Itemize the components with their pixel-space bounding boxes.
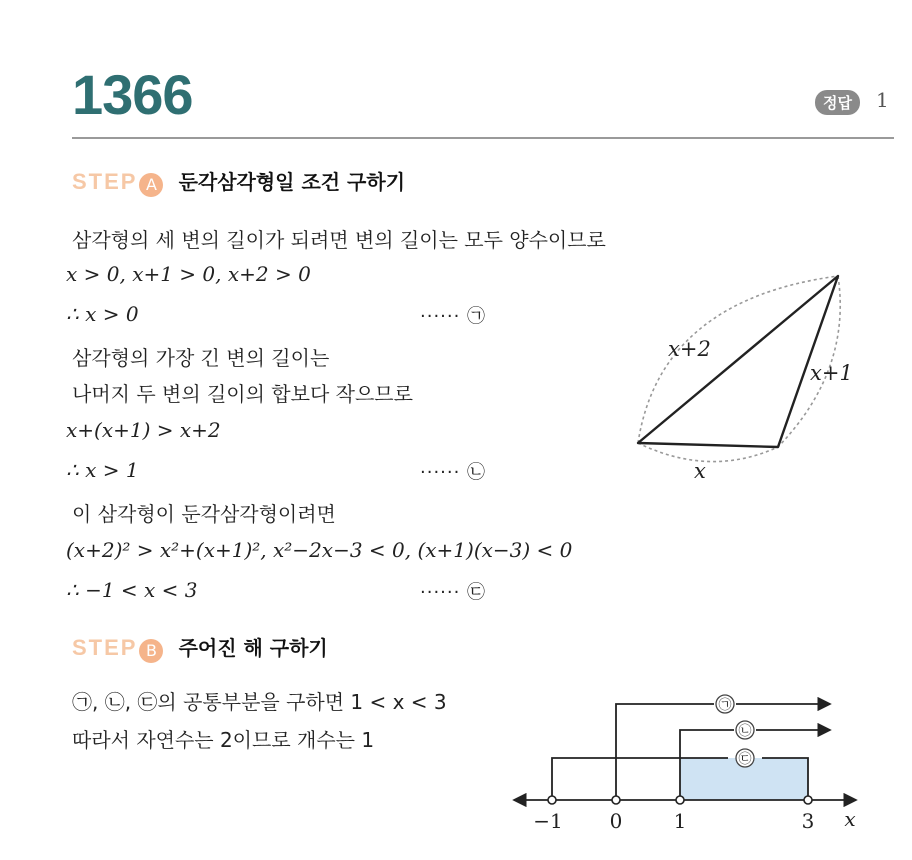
step-a-line-10: ∴ −1 < x < 3 <box>66 578 198 602</box>
label-base: x <box>694 459 706 483</box>
step-b-header <box>72 632 328 663</box>
ray-b-label: ㉡ <box>738 724 752 739</box>
point-0 <box>612 796 620 804</box>
step-b-line-1: ㉠, ㉡, ㉢의 공통부분을 구하면 1 < x < 3 <box>72 690 447 714</box>
number-line-figure <box>500 680 880 850</box>
step-b-line-2: 따라서 자연수는 2이므로 개수는 1 <box>72 728 375 752</box>
point-3 <box>804 796 812 804</box>
step-a-title: 둔각삼각형일 조건 구하기 <box>178 170 406 194</box>
answer-value: 1 <box>876 88 889 112</box>
answer-badge: 정답 <box>815 90 860 115</box>
tick-label-0: 0 <box>609 809 623 833</box>
ray-a-label: ㉠ <box>718 698 732 713</box>
axis-var-label: x <box>844 807 856 831</box>
tick-label-3: 3 <box>801 809 815 833</box>
step-a-line-8: 이 삼각형이 둔각삼각형이려면 <box>72 502 336 526</box>
marker-2: ······ ㉡ <box>420 462 487 483</box>
triangle-figure <box>620 260 880 490</box>
marker-1: ······ ㉠ <box>420 306 487 327</box>
step-a-line-2: x > 0, x+1 > 0, x+2 > 0 <box>66 262 311 286</box>
step-a-letter: A <box>139 173 163 197</box>
step-a-line-9: (x+2)² > x²+(x+1)², x²−2x−3 < 0, (x+1)(x−3) < 0 <box>66 538 573 562</box>
step-b-title: 주어진 해 구하기 <box>178 636 328 660</box>
step-b-label: STEP <box>72 635 138 660</box>
point-neg1 <box>548 796 556 804</box>
marker-3: ······ ㉢ <box>420 582 487 603</box>
step-a-line-7: ∴ x > 1 <box>66 458 139 482</box>
problem-number: 1366 <box>72 63 193 126</box>
triangle-shape <box>638 276 838 447</box>
tick-label-1: 1 <box>673 809 687 833</box>
step-b-letter: B <box>139 639 163 663</box>
step-a-line-3: ∴ x > 0 <box>66 302 139 326</box>
point-1 <box>676 796 684 804</box>
step-a-line-1: 삼각형의 세 변의 길이가 되려면 변의 길이는 모두 양수이므로 <box>72 228 606 252</box>
label-hyp: x+2 <box>668 337 711 361</box>
label-side: x+1 <box>810 361 853 385</box>
header-divider <box>72 137 894 139</box>
ray-c-label: ㉢ <box>738 752 752 767</box>
step-a-line-5: 나머지 두 변의 길이의 합보다 작으므로 <box>72 382 413 406</box>
step-a-label: STEP <box>72 169 138 194</box>
tick-label-neg1: −1 <box>533 809 563 833</box>
step-a-line-6: x+(x+1) > x+2 <box>66 418 221 442</box>
step-a-header <box>72 166 405 197</box>
step-a-line-4: 삼각형의 가장 긴 변의 길이는 <box>72 346 330 370</box>
